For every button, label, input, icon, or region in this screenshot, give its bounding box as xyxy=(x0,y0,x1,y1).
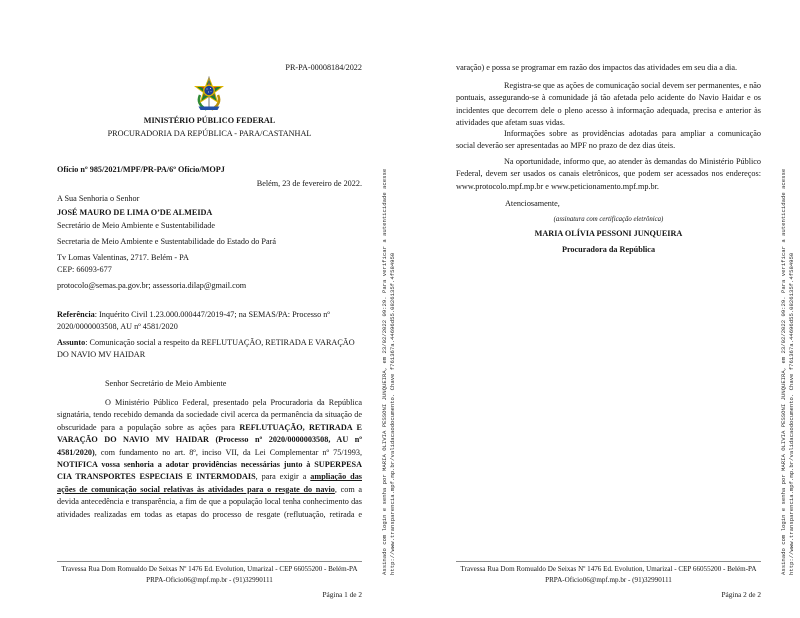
organization-name: MINISTÉRIO PÚBLICO FEDERAL xyxy=(143,116,276,125)
signer-name: MARIA OLÍVIA PESSONI JUNQUEIRA xyxy=(534,229,683,238)
recipient-salutation: A Sua Senhoria o Senhor xyxy=(57,194,140,203)
signature-stamp-line: http://www.transparencia.mpf.mp.br/validacaodocumento. Chave f761367a.44696d55.0826135f.4f584950 xyxy=(787,252,795,575)
footer-address: Travessa Rua Dom Romualdo De Seixas Nº 1476 Ed. Evolution, Umarizal - CEP 66055200 - Belém-PA xyxy=(460,564,757,573)
footer-contact: PRPA-Oficio06@mpf.mp.br - (91)32990111 xyxy=(146,575,273,584)
reference-block xyxy=(57,309,362,334)
subject-text: : Comunicação social a respeito da REFLUTUAÇÃO, RETIRADA E VARAÇÃO DO NAVIO MV HAIDAR xyxy=(57,338,355,360)
body-run: , com a devida antecedência e transparência, a fim de que a população local tenha conhecimento das atividades realizadas em todas as etapas do processo de resgate (reflutuação, retirada e xyxy=(57,484,362,519)
signature-stamp xyxy=(780,145,796,575)
signature-stamp-line: http://www.transparencia.mpf.mp.br/validacaodocumento. Chave f761367a.44696d55.0826135f.4f584950 xyxy=(388,252,396,575)
document-date: Belém, 23 de fevereiro de 2022. xyxy=(256,179,362,188)
vocative: Senhor Secretário de Meio Ambiente xyxy=(105,379,227,388)
coat-of-arms-icon xyxy=(193,76,225,112)
recipient-name: JOSÉ MAURO DE LIMA O’DE ALMEIDA xyxy=(57,208,213,217)
paragraph-electronic-channels: Na oportunidade, informo que, ao atender às demandas do Ministério Público Federal, devem ser usados os canais eletrônicos, que podem ser acessados nos endereços: www.protocolo.mpf.mp.br e www.peticionamento.mpf.mp.br. xyxy=(456,157,761,191)
body-run-bold: REFLUTUAÇÃO, RETIRADA E VARAÇÃO DO NAVIO MV HAIDAR (Processo nº 2020/0000003508, AU nº 4581/2020) xyxy=(57,422,362,457)
subject-block xyxy=(57,337,362,362)
body-run: , para exigir a xyxy=(255,472,311,482)
reference-label: Referência xyxy=(57,310,95,319)
body-paragraph xyxy=(57,397,362,521)
continuation-line: varação) e possa se programar em razão dos impactos das atividades em seu dia a dia. xyxy=(456,63,737,72)
body-run-bold: NOTIFICA vossa senhoria a adotar providências necessárias junto à SUPERPESA CIA TRANSPORTES ESPECIAIS E INTERMODAIS xyxy=(57,460,362,482)
page-number: Página 2 de 2 xyxy=(721,590,761,599)
signature-stamp-line: Assinado com login e senha por MARIA OLIVIA PESSONI JUNQUEIRA, em 23/02/2022 09:29. Para verificar a autenticidade acesse xyxy=(381,168,388,575)
document-number: PR-PA-00008184/2022 xyxy=(285,63,362,72)
recipient-agency: Secretaria de Meio Ambiente e Sustentabilidade do Estado do Pará xyxy=(57,237,276,246)
reference-text: : Inquérito Civil 1.23.000.000447/2019-47; na SEMAS/PA: Processo nº 2020/0000003508, AU nº 4581/2020 xyxy=(57,310,330,332)
signature-stamp-line: Assinado com login e senha por MARIA OLIVIA PESSONI JUNQUEIRA, em 23/02/2022 09:29. Para verificar a autenticidade acesse xyxy=(780,168,787,575)
body-run-bold-underlined: ampliação das ações de comunicação social relativas às atividades para o resgate do navio xyxy=(57,472,362,494)
body-run: O Ministério Público Federal, presentado pela Procuradoria da República signatária, tendo recebido demanda da sociedade civil acerca da permanência da situação de obscuridade para a população sobre as ações para xyxy=(57,398,362,432)
paragraph-deadline: Informações sobre as providências adotadas para ampliar a comunicação social deverão ser apresentadas ao MPF no prazo de dez dias úteis. xyxy=(456,129,761,151)
signer-title: Procuradora da República xyxy=(561,245,656,254)
subject-label: Assunto xyxy=(57,338,86,347)
recipient-address: Tv Lomas Valentinas, 2717. Belém - PA xyxy=(57,253,189,262)
footer-address: Travessa Rua Dom Romualdo De Seixas Nº 1476 Ed. Evolution, Umarizal - CEP 66055200 - Belém-PA xyxy=(61,564,358,573)
footer-divider xyxy=(57,561,362,562)
signature-stamp xyxy=(381,145,397,575)
closing: Atenciosamente, xyxy=(505,199,560,208)
page-number: Página 1 de 2 xyxy=(322,590,362,599)
organization-unit: PROCURADORIA DA REPÚBLICA - PARA/CASTANHAL xyxy=(107,129,312,138)
recipient-role: Secretário de Meio Ambiente e Sustentabilidade xyxy=(57,221,216,230)
body-run: , com fundamento no art. 8º, inciso VII, da Lei Complementar nº 75/1993, xyxy=(94,447,362,457)
footer-contact: PRPA-Oficio06@mpf.mp.br - (91)32990111 xyxy=(545,575,672,584)
recipient-cep: CEP: 66093-677 xyxy=(57,265,112,274)
footer-divider xyxy=(456,561,761,562)
document-page-2 xyxy=(400,0,800,618)
signature-note: (assinatura com certificação eletrônica) xyxy=(553,216,664,223)
paragraph-permanent-communication: Registra-se que as ações de comunicação social devem ser permanentes, e não pontuais, assegurando-se à comunidade já tão afetada pelo acidente do Navio Haidar e os incidentes que decorrem dele o pleno acesso à informação adequada, precisa e anterior às atividades que afetam suas vidas. xyxy=(456,81,761,128)
office-reference: Ofício nº 985/2021/MPF/PR-PA/6º Ofício/MOPJ xyxy=(57,165,225,174)
recipient-emails: protocolo@semas.pa.gov.br; assessoria.dilap@gmail.com xyxy=(57,281,247,290)
